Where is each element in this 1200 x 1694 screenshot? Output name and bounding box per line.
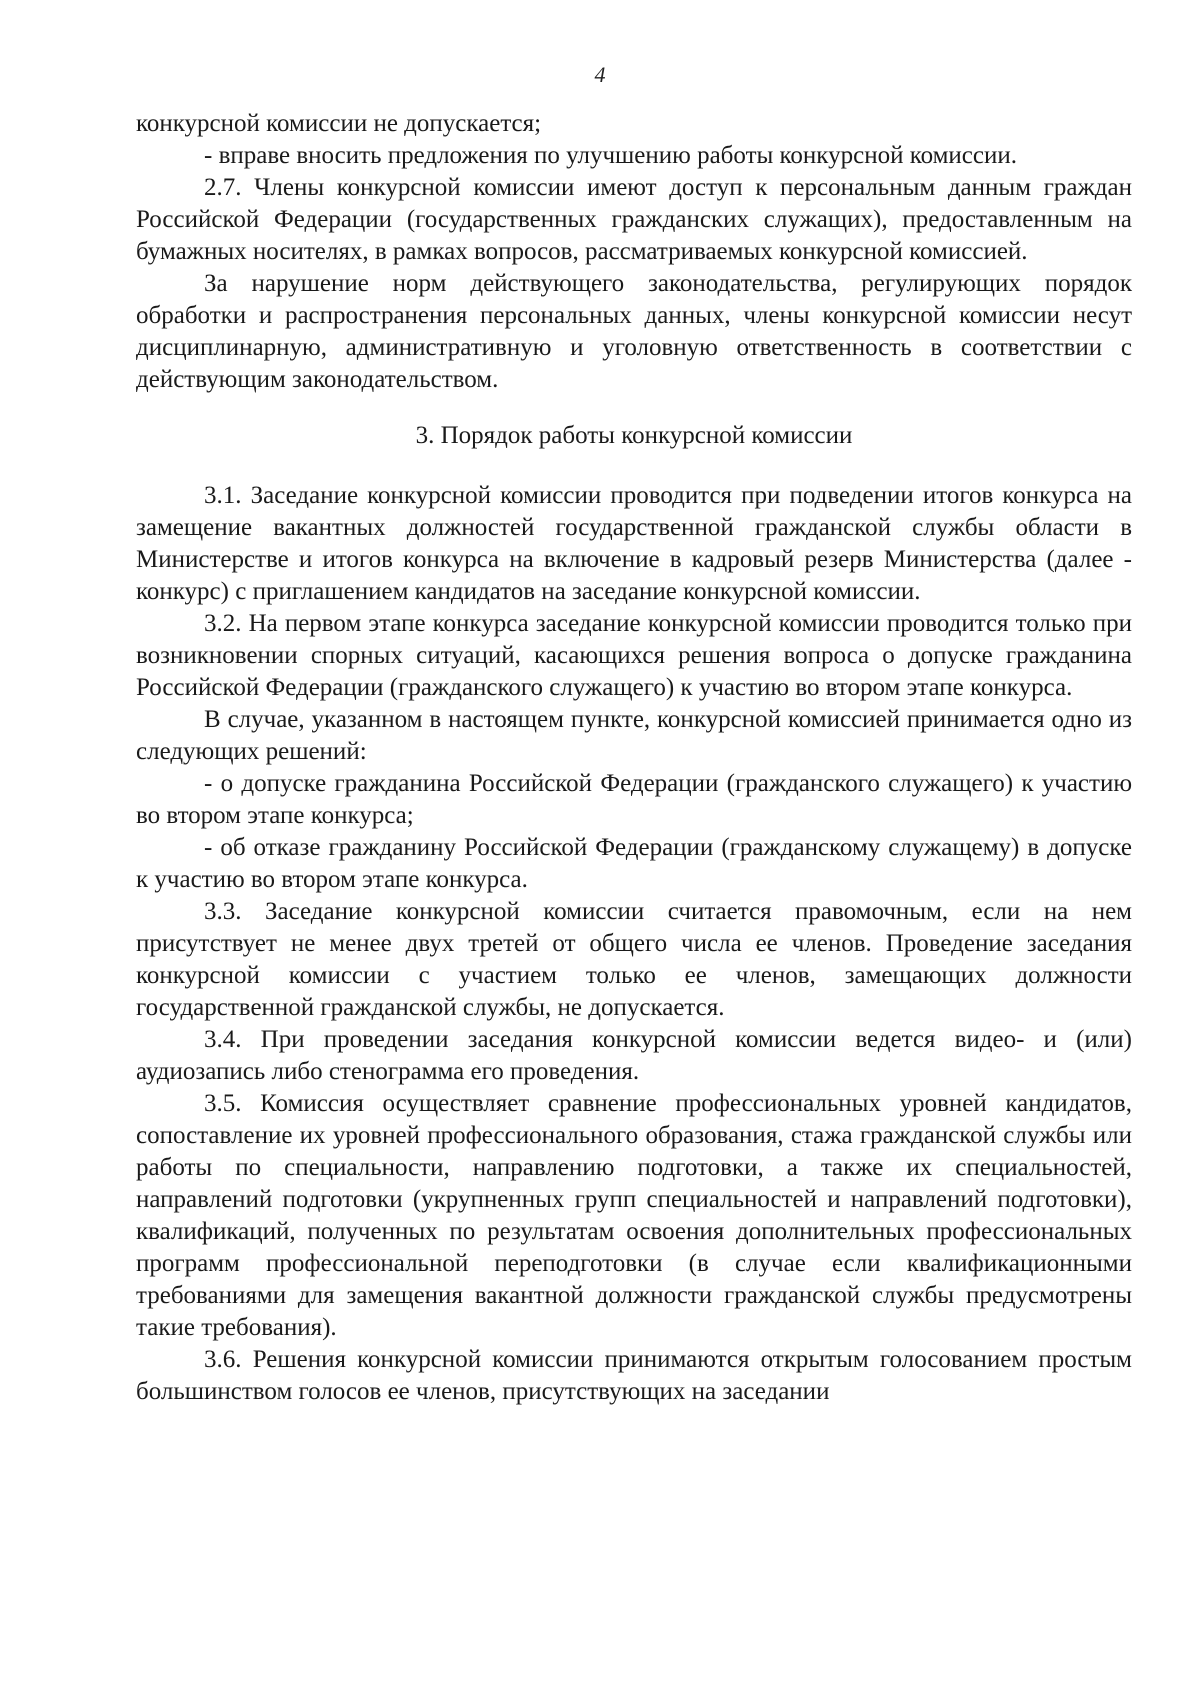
paragraph: 3.1. Заседание конкурсной комиссии проводится при подведении итогов конкурса на замещение вакантных должностей государственной гражданской службы области в Министерстве и итогов конкурса на включение в кадровый резерв Министерства (далее - конкурс) с приглашением кандидатов на заседание конкурсной комиссии. xyxy=(136,482,1132,605)
paragraph: В случае, указанном в настоящем пункте, конкурсной комиссией принимается одно из следующих решений: xyxy=(136,706,1132,765)
list-item: - об отказе гражданину Российской Федерации (гражданскому служащему) в допуске к участию во втором этапе конкурса. xyxy=(136,834,1132,893)
document-body xyxy=(136,108,1132,1408)
paragraph: конкурсной комиссии не допускается; xyxy=(136,110,542,137)
paragraph: 2.7. Члены конкурсной комиссии имеют доступ к персональным данным граждан Российской Федерации (государственных гражданских служащих), предоставленным на бумажных носителях, в рамках вопросов, рассматриваемых конкурсной комиссией. xyxy=(136,174,1132,265)
paragraph: 3.6. Решения конкурсной комиссии принимаются открытым голосованием простым большинством голосов ее членов, присутствующих на заседании xyxy=(136,1346,1132,1405)
paragraph: 3.4. При проведении заседания конкурсной комиссии ведется видео- и (или) аудиозапись либо стенограмма его проведения. xyxy=(136,1026,1132,1085)
page-number: 4 xyxy=(594,62,606,87)
paragraph: 3.5. Комиссия осуществляет сравнение профессиональных уровней кандидатов, сопоставление их уровней профессионального образования, стажа гражданской службы или работы по специальности, направлению подготовки, а также их специальностей, направлений подготовки (укрупненных групп специальностей и направлений подготовки), квалификаций, полученных по результатам освоения дополнительных профессиональных программ профессиональной переподготовки (в случае если квалификационными требованиями для замещения вакантной должности гражданской службы предусмотрены такие требования). xyxy=(136,1090,1132,1341)
paragraph: - вправе вносить предложения по улучшению работы конкурсной комиссии. xyxy=(204,142,1018,169)
list-item: - о допуске гражданина Российской Федерации (гражданского служащего) к участию во втором этапе конкурса; xyxy=(136,770,1132,829)
paragraph: 3.2. На первом этапе конкурса заседание конкурсной комиссии проводится только при возникновении спорных ситуаций, касающихся решения вопроса о допуске гражданина Российской Федерации (гражданского служащего) к участию во втором этапе конкурса. xyxy=(136,610,1132,701)
paragraph: 3.3. Заседание конкурсной комиссии считается правомочным, если на нем присутствует не менее двух третей от общего числа ее членов. Проведение заседания конкурсной комиссии с участием только ее членов, замещающих должности государственной гражданской службы, не допускается. xyxy=(136,898,1132,1021)
section-title: 3. Порядок работы конкурсной комиссии xyxy=(415,422,853,449)
paragraph: За нарушение норм действующего законодательства, регулирующих порядок обработки и распространения персональных данных, члены конкурсной комиссии несут дисциплинарную, административную и уголовную ответственность в соответствии с действующим законодательством. xyxy=(136,270,1132,393)
